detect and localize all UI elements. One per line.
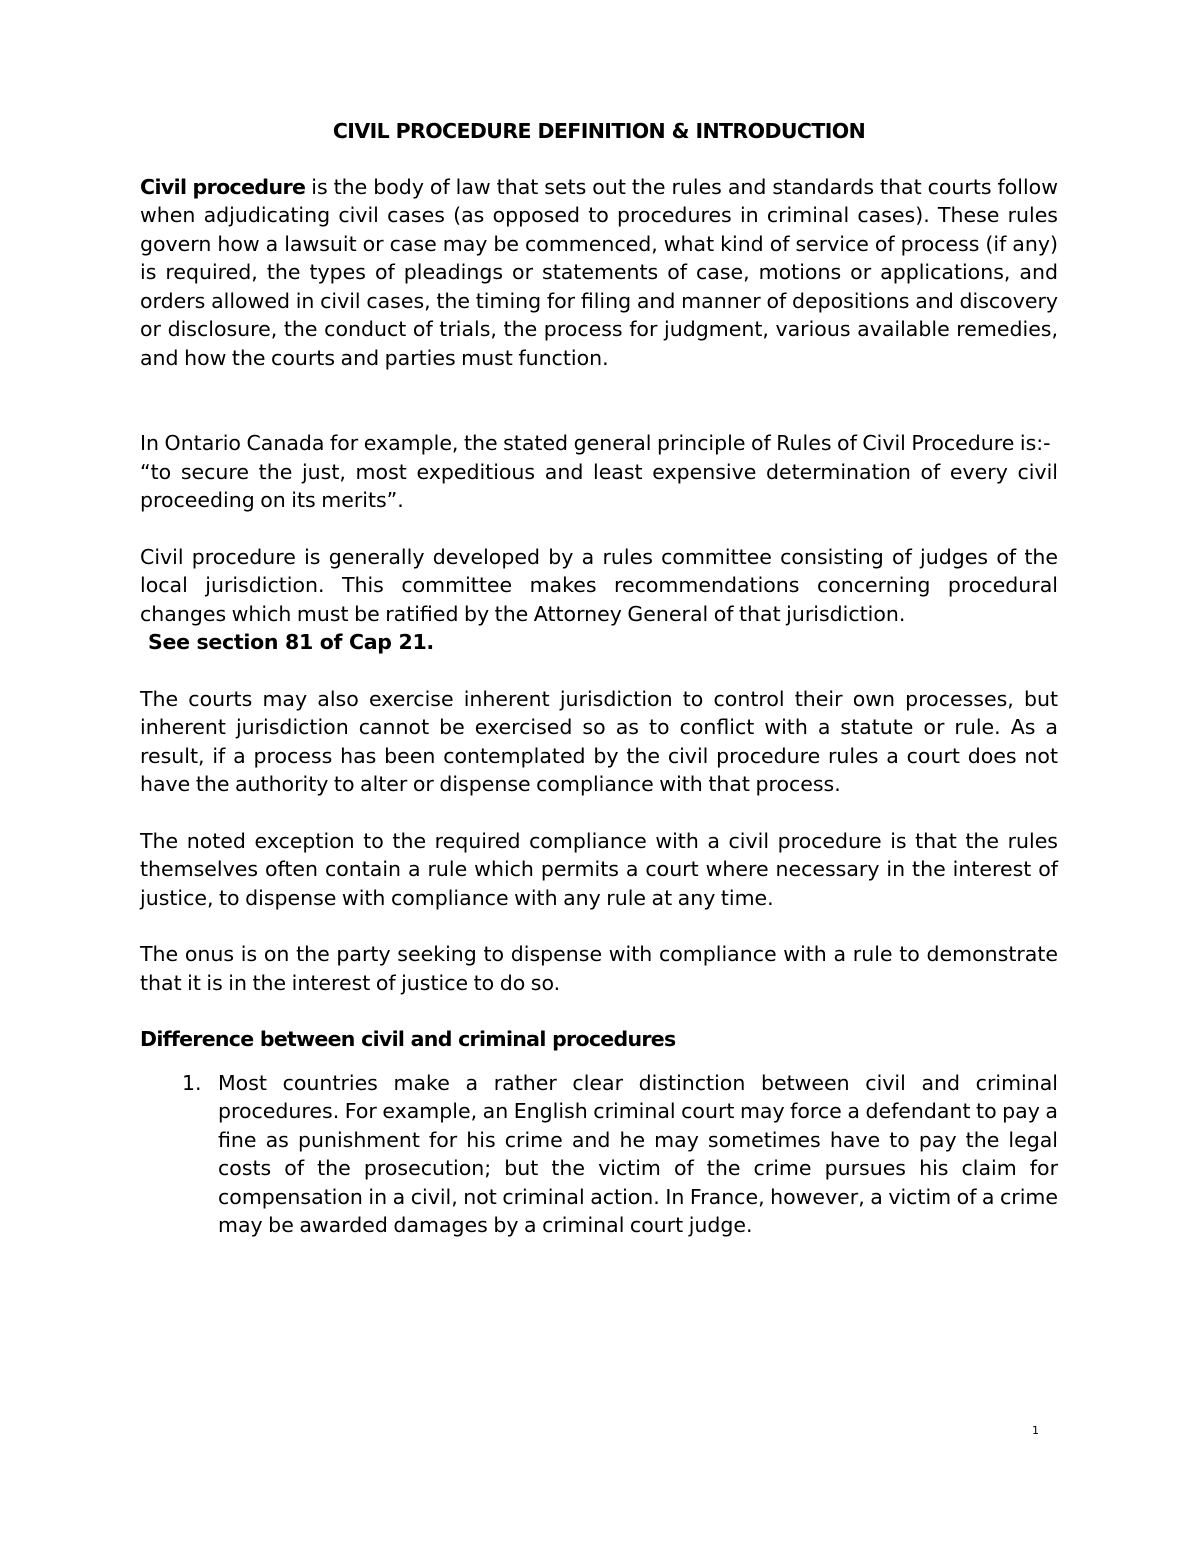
page-number: 1 (1032, 1424, 1039, 1437)
spacer (140, 997, 1058, 1025)
intro-text: is the body of law that sets out the rules and standards that courts follow when adjudicating civil cases (as opposed to procedures in criminal cases). These rules govern how a lawsuit or case may be commenced, what kind of service of process (if any) is required, the types of pleadings or statements of case, motions or applications, and orders allowed in civil cases, the timing for filing and manner of depositions and discovery or disclosure, the conduct of trials, the process for judgment, various available remedies, and how the courts and parties must function. (140, 174, 1058, 370)
spacer (140, 515, 1058, 543)
difference-heading: Difference between civil and criminal procedures (140, 1027, 676, 1051)
list-item (140, 1069, 1058, 1240)
spacer (140, 657, 1058, 685)
list-item-text: Most countries make a rather clear distinction between civil and criminal procedures. For example, an English criminal court may force a defendant to pay a fine as punishment for his crime and he may sometimes have to pay the legal costs of the prosecution; but the victim of the crime pursues his claim for compensation in a civil, not criminal action. In France, however, a victim of a crime may be awarded damages by a criminal court judge. (218, 1070, 1058, 1237)
spacer (140, 372, 1058, 429)
document-body (140, 117, 1058, 1240)
onus-paragraph: The onus is on the party seeking to dispense with compliance with a rule to demonstrate that it is in the interest of justice to do so. (140, 942, 1058, 995)
intro-paragraph (140, 173, 1058, 373)
spacer (140, 912, 1058, 940)
list-item-number: 1. (182, 1070, 202, 1095)
spacer (140, 799, 1058, 827)
document-title: CIVIL PROCEDURE DEFINITION & INTRODUCTION (332, 119, 866, 143)
inherent-jurisdiction-paragraph: The courts may also exercise inherent jurisdiction to control their own processes, but inherent jurisdiction cannot be exercised so as to conflict with a statute or rule. As a result, if a process has been contemplated by the civil procedure rules a court does not have the authority to alter or dispense compliance with that process. (140, 686, 1058, 796)
difference-list (140, 1069, 1058, 1240)
rules-committee-paragraph: Civil procedure is generally developed by a rules committee consisting of judges of the local jurisdiction. This committee makes recommendations concerning procedural changes which must be ratified by the Attorney General of that jurisdiction. (140, 544, 1058, 626)
ontario-principle-paragraph: In Ontario Canada for example, the stated general principle of Rules of Civil Procedure is:- (140, 431, 1051, 455)
intro-term: Civil procedure (140, 174, 306, 199)
ontario-quote-paragraph: “to secure the just, most expeditious and least expensive determination of every civil proceeding on its merits”. (140, 459, 1058, 512)
noted-exception-paragraph: The noted exception to the required compliance with a civil procedure is that the rules themselves often contain a rule which permits a court where necessary in the interest of justice, to dispense with compliance with any rule at any time. (140, 828, 1058, 910)
section-reference: See section 81 of Cap 21. (148, 630, 434, 654)
